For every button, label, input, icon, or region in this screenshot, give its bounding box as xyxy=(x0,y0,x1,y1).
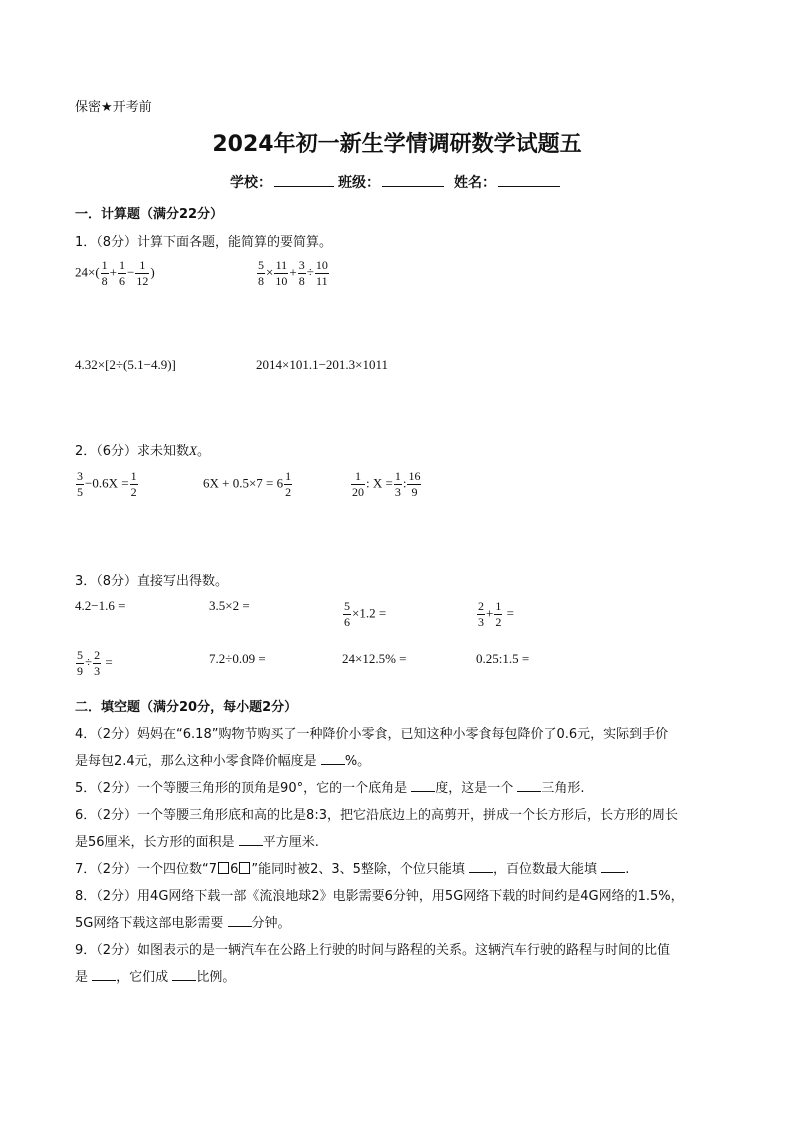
q3-item-1: 4.2−1.6 = xyxy=(75,598,126,613)
q8-line-1: 8．（2分）用4G网络下载一部《流浪地球2》电影需要6分钟，用5G网络下载的时间约是4G网络的1.5%， xyxy=(75,889,684,904)
q8-answer-blank[interactable] xyxy=(228,913,252,927)
class-blank[interactable] xyxy=(382,172,444,187)
page-title: 2024年初一新生学情调研数学试题五 xyxy=(212,132,582,157)
q2-equation-2: 6X + 0.5×7 = 6 $\frac{1}{2}$ xyxy=(203,469,292,499)
student-info-line xyxy=(230,172,560,192)
q1-expr-1: 24×( $\frac{1}{8}$ + $\frac{1}{6}$ − $\frac{1}{12}$ ) xyxy=(75,258,155,288)
q2-equation-1: $\frac{3}{5}$ −0.6X = $\frac{1}{2}$ xyxy=(77,469,137,499)
q9-answer-blank-2[interactable] xyxy=(172,967,196,981)
q8-line-2: 5G网络下载这部电影需要 分钟。 xyxy=(75,912,291,931)
q6-line-2: 是56厘米，长方形的面积是 平方厘米. xyxy=(75,831,319,850)
q3-item-5: $\frac{5}{9}$ ÷ $\frac{2}{3}$ = xyxy=(77,648,113,678)
q3-stem: 3．（8分）直接写出得数。 xyxy=(75,574,229,589)
q3-item-6: 7.2÷0.09 = xyxy=(209,651,266,666)
q5-line: 5．（2分）一个等腰三角形的顶角是90°，它的一个底角是 度，这是一个 三角形. xyxy=(75,777,585,796)
q5-answer-blank-1[interactable] xyxy=(411,778,435,792)
q1-expr-4: 2014×101.1−201.3×1011 xyxy=(256,357,389,372)
school-label: 学校： xyxy=(230,175,272,191)
q9-answer-blank-1[interactable] xyxy=(92,967,116,981)
q9-line-1: 9．（2分）如图表示的是一辆汽车在公路上行驶的时间与路程的关系。这辆汽车行驶的路程与时间的比值 xyxy=(75,943,671,958)
q4-answer-blank[interactable] xyxy=(321,751,345,765)
q9-line-2: 是 ，它们成 比例。 xyxy=(75,966,235,985)
name-label: 姓名： xyxy=(454,175,496,191)
section-1-heading: 一．计算题（满分22分） xyxy=(75,207,224,222)
q5-answer-blank-2[interactable] xyxy=(517,778,541,792)
q7-answer-blank-2[interactable] xyxy=(601,859,625,873)
q4-line-2: 是每包2.4元，那么这种小零食降价幅度是 %。 xyxy=(75,750,370,769)
q3-item-7: 24×12.5% = xyxy=(342,651,407,666)
section-2-heading: 二．填空题（满分20分，每小题2分） xyxy=(75,700,298,715)
q4-line-1: 4．（2分）妈妈在“6.18”购物节购买了一种降价小零食，已知这种小零食每包降价了0.6元，实际到手价 xyxy=(75,727,669,742)
q1-stem: 1．（8分）计算下面各题，能简算的要简算。 xyxy=(75,235,333,250)
school-blank[interactable] xyxy=(274,172,334,187)
q3-item-8: 0.25:1.5 = xyxy=(476,651,530,666)
name-blank[interactable] xyxy=(498,172,560,187)
digit-box-icon xyxy=(218,862,229,874)
q2-equation-3: $\frac{1}{20}$ : X = $\frac{1}{3}$ : $\frac{16}{9}$ xyxy=(352,469,421,499)
digit-box-icon xyxy=(239,862,250,874)
q3-item-2: 3.5×2 = xyxy=(209,598,250,613)
q6-line-1: 6．（2分）一个等腰三角形底和高的比是8:3，把它沿底边上的高剪开，拼成一个长方形后，长方形的周长 xyxy=(75,808,678,823)
q1-expr-2: $\frac{5}{8}$ × $\frac{11}{10}$ + $\frac{3}{8}$ ÷ $\frac{10}{11}$ xyxy=(258,258,328,288)
q7-answer-blank-1[interactable] xyxy=(469,859,493,873)
q3-item-4: $\frac{2}{3}$ + $\frac{1}{2}$ = xyxy=(478,599,514,629)
q2-stem: 2．（6分）求未知数X。 xyxy=(75,443,211,459)
q6-answer-blank[interactable] xyxy=(239,832,263,846)
q7-line: 7．（2分）一个四位数“7 6 ”能同时被2、3、5整除，个位只能填 ，百位数最大能填 . xyxy=(75,858,629,877)
class-label: 班级： xyxy=(338,175,380,191)
q3-item-3: $\frac{5}{6}$ ×1.2 = xyxy=(344,599,387,629)
confidential-label: 保密★开考前 xyxy=(75,99,152,114)
q1-expr-3: 4.32×[2÷(5.1−4.9)] xyxy=(75,357,176,372)
